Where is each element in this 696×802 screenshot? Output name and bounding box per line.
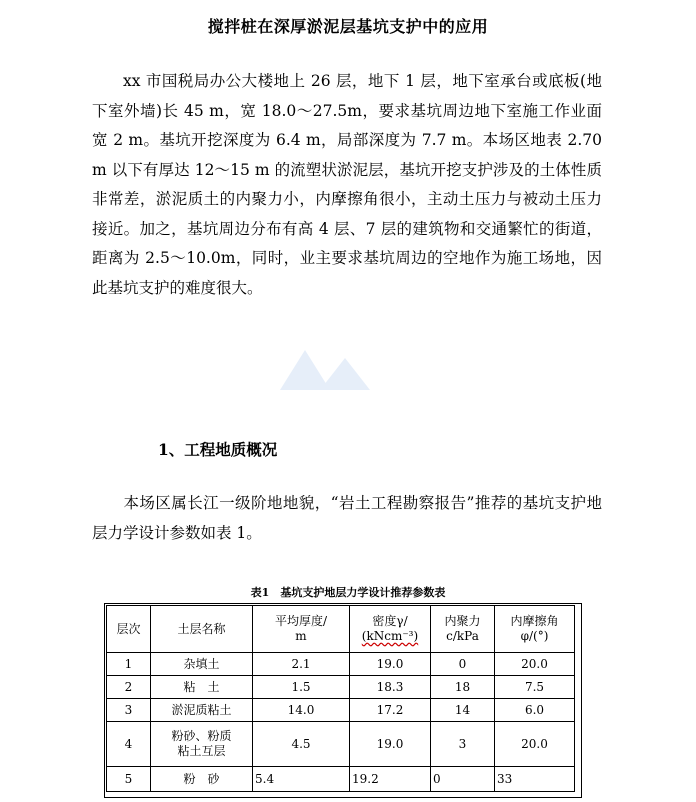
document-title: 搅拌桩在深厚淤泥层基坑支护中的应用 — [207, 17, 489, 36]
cell-no: 1 — [107, 653, 151, 676]
cell-no: 3 — [107, 699, 151, 722]
cell-cohesion: 0 — [431, 653, 495, 676]
cell-cohesion: 0 — [431, 767, 495, 792]
header-cohesion — [431, 606, 495, 653]
cell-thickness: 5.4 — [253, 767, 350, 792]
cell-thickness: 14.0 — [253, 699, 350, 722]
table-row — [107, 722, 575, 767]
cell-density: 19.0 — [350, 653, 431, 676]
soil-parameter-table — [106, 605, 575, 792]
header-density-l2: (kNcm⁻³) — [361, 629, 419, 643]
header-layer-no: 层次 — [107, 606, 151, 653]
header-thickness-l1: 平均厚度/ — [274, 614, 328, 628]
cell-name: 杂填土 — [151, 653, 253, 676]
cell-friction: 20.0 — [495, 722, 575, 767]
table-header-row — [107, 606, 575, 653]
header-density-l1: 密度γ/ — [372, 614, 408, 628]
cell-name: 淤泥质粘土 — [151, 699, 253, 722]
header-soil-name: 土层名称 — [151, 606, 253, 653]
cell-friction: 33 — [495, 767, 575, 792]
cell-density: 19.2 — [350, 767, 431, 792]
watermark-logo-icon — [260, 340, 410, 400]
cell-cohesion: 3 — [431, 722, 495, 767]
header-thickness — [253, 606, 350, 653]
cell-name: 粉 砂 — [151, 767, 253, 792]
cell-friction: 7.5 — [495, 676, 575, 699]
cell-thickness: 2.1 — [253, 653, 350, 676]
cell-no: 5 — [107, 767, 151, 792]
intro-text: xx 市国税局办公大楼地上 26 层，地下 1 层，地下室承台或底板(地下室外墙)长 45 m，宽 18.0～27.5m，要求基坑周边地下室施工作业面宽 2 m。基坑开挖深度为 6.4 m，局部深度为 7.7 m。本场区地表 2.70 m 以下有厚达 12～15 m 的流塑状淤泥层，基坑开挖支护涉及的土体性质非常差，淤泥质土的内聚力小，内摩擦角很小，主动土压力与被动土压力接近。加之，基坑周边分布有高 4 层、7 层的建筑物和交通繁忙的街道，距离为 2.5～10.0m，同时，业主要求基坑周边的空地作为施工场地，因此基坑支护的难度很大。 — [92, 72, 602, 297]
header-density — [350, 606, 431, 653]
cell-name: 粘 土 — [151, 676, 253, 699]
table-row — [107, 676, 575, 699]
header-friction-l1: 内摩擦角 — [510, 614, 559, 628]
header-thickness-l2: m — [295, 629, 307, 643]
header-cohesion-l1: 内聚力 — [444, 614, 481, 628]
header-friction — [495, 606, 575, 653]
cell-density: 17.2 — [350, 699, 431, 722]
geology-paragraph — [92, 489, 602, 548]
cell-density: 19.0 — [350, 722, 431, 767]
cell-cohesion: 18 — [431, 676, 495, 699]
cell-cohesion: 14 — [431, 699, 495, 722]
section-heading: 1、工程地质概况 — [158, 440, 278, 459]
geology-text: 本场区属长江一级阶地地貌，“岩土工程勘察报告”推荐的基坑支护地层力学设计参数如表 1。 — [92, 494, 602, 542]
header-cohesion-l2: c/kPa — [446, 629, 479, 643]
cell-name — [151, 722, 253, 767]
cell-thickness: 1.5 — [253, 676, 350, 699]
cell-name-l1: 粉砂、粉质 — [171, 729, 232, 743]
table-row — [107, 699, 575, 722]
intro-paragraph — [92, 67, 602, 303]
cell-name-l2: 粘土互层 — [177, 744, 226, 758]
cell-thickness: 4.5 — [253, 722, 350, 767]
header-friction-l2: φ/(°) — [520, 629, 549, 643]
table-row — [107, 653, 575, 676]
table-caption: 表1 基坑支护地层力学设计推荐参数表 — [250, 586, 446, 599]
table-row — [107, 767, 575, 792]
cell-no: 2 — [107, 676, 151, 699]
cell-friction: 6.0 — [495, 699, 575, 722]
cell-density: 18.3 — [350, 676, 431, 699]
cell-no: 4 — [107, 722, 151, 767]
cell-friction: 20.0 — [495, 653, 575, 676]
